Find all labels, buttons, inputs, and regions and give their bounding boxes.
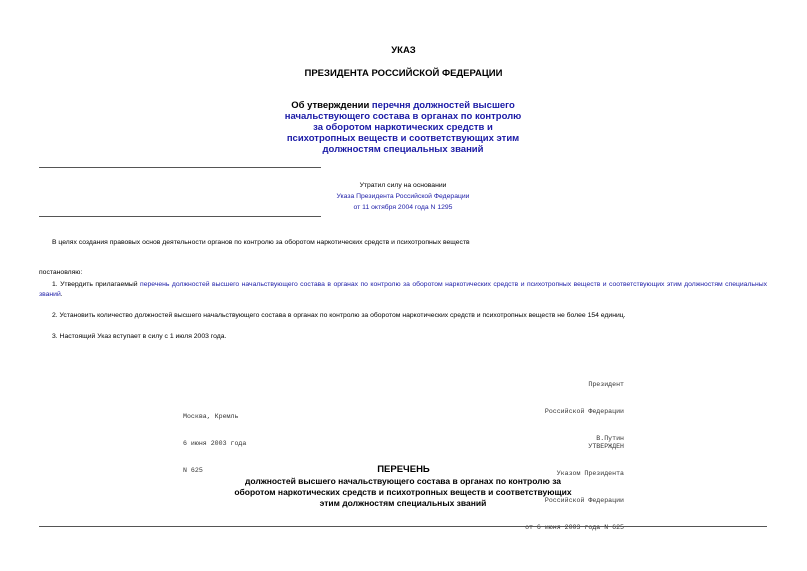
subject-link[interactable]: перечня должностей высшего начальствующего состава в органах по контролю за оборотом наркотических средств и психотропных веществ и соответствующих этим должностям специальных званий (284, 100, 522, 155)
status-block (283, 180, 523, 213)
item-3: 3. Настоящий Указ вступает в силу с 1 июля 2003 года. (52, 333, 227, 340)
item-1-suffix: . (60, 291, 63, 298)
signature-line3: В.Путин (596, 435, 624, 442)
item-1-link[interactable]: перечень должностей высшего начальствующего состава в органах по контролю за оборотом наркотических средств и психотропных веществ и соответствующих этим должностям специальных званий (39, 281, 768, 298)
decree-issuer: ПРЕЗИДЕНТА РОССИЙСКОЙ ФЕДЕРАЦИИ (304, 68, 503, 79)
resolve-word: постановляю: (39, 269, 83, 276)
decree-title: УКАЗ (391, 45, 416, 56)
item-1-prefix: 1. Утвердить прилагаемый (52, 281, 141, 288)
place-line2: 6 июня 2003 года (183, 440, 247, 447)
signature-line1: Президент (588, 381, 624, 388)
divider-top (39, 167, 321, 168)
item-1 (39, 280, 767, 300)
signature-line2: Российской Федерации (544, 408, 624, 415)
status-line1: Утратил силу на основании (359, 182, 447, 189)
place-line1: Москва, Кремль (183, 413, 239, 420)
subject-prefix: Об утверждении (291, 100, 372, 111)
divider-end (39, 526, 767, 527)
approved-line4: от 6 июня 2003 года N 625 (525, 524, 624, 531)
approved-line3: Российской Федерации (544, 497, 624, 504)
place-line3: N 625 (183, 467, 203, 474)
status-link-date[interactable]: от 11 октября 2004 года N 1295 (353, 204, 453, 211)
divider-bottom (39, 216, 321, 217)
approved-line1: УТВЕРЖДЕН (588, 443, 624, 450)
list-subtitle: должностей высшего начальствующего состава в органах по контролю за оборотом наркотических средств и психотропных веществ и соответствующих этим должностям специальных званий (234, 476, 572, 508)
decree-subject (283, 100, 523, 155)
list-title: ПЕРЕЧЕНЬ (377, 464, 430, 475)
status-link[interactable]: Указа Президента Российской Федерации (336, 193, 470, 200)
preamble: В целях создания правовых основ деятельности органов по контролю за оборотом наркотических средств и психотропных веществ (52, 239, 470, 246)
item-2: 2. Установить количество должностей высшего начальствующего состава в органах по контролю за оборотом наркотических средств и психотропных веществ не более 154 единиц. (52, 312, 626, 319)
approved-line2: Указом Президента (556, 470, 624, 477)
